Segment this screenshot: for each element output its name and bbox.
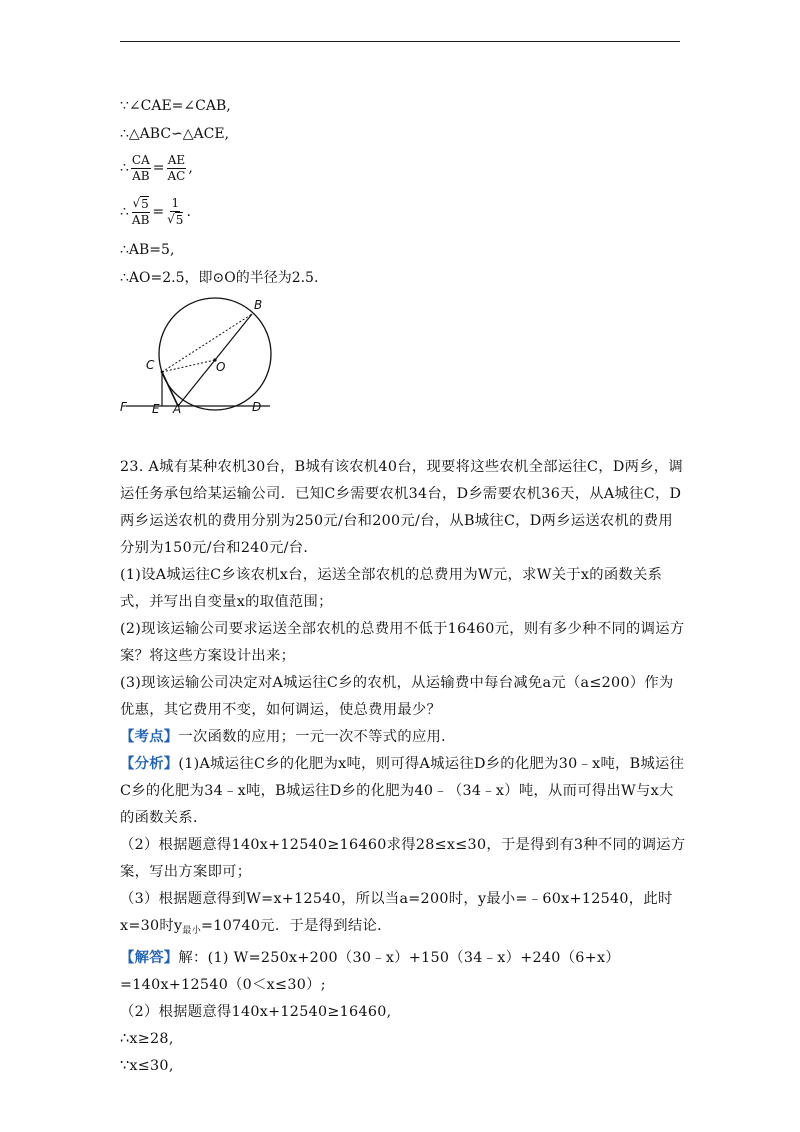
- kaodian-text: 一次函数的应用；一元一次不等式的应用．: [178, 729, 456, 745]
- proof-line-5: ∴AB=5,: [120, 242, 175, 258]
- label-d: D: [252, 400, 262, 414]
- problem-statement: 23. A城有某种农机30台，B城有该农机40台，现要将这些农机全部运往C，D两乡，调运任务承包给某运输公司．已知C乡需要农机34台，D乡需要农机36天，从A城往C，D两乡运送农机的费用分别为250元/台和200元/台，从B城往C，D两乡运送农机的费用分别为150元/台和240元/台．: [120, 459, 683, 556]
- fraction-denominator: AB: [131, 213, 150, 227]
- sqrt-symbol: √: [167, 212, 175, 226]
- label-c: C: [146, 358, 155, 372]
- punctuation: ,: [188, 160, 193, 176]
- proof-line-4: [120, 192, 686, 232]
- problem-part-2: (2)现该运输公司要求运送全部农机的总费用不低于16460元，则有多少种不同的调运方案？将这些方案设计出来；: [120, 621, 685, 664]
- fraction-sqrt5-ab: [131, 196, 150, 228]
- problem-part-3: (3)现该运输公司决定对A城运往C乡的农机，从运输费中每台减免a元（a≤200）作为优惠，其它费用不变，如何调运，使总费用最少？: [120, 675, 674, 718]
- subscript-min: 最小: [182, 926, 202, 936]
- sqrt-radicand: 5: [141, 197, 149, 211]
- jieda-line-3: ∴x≥28,: [120, 1031, 174, 1047]
- therefore-symbol: ∴: [120, 204, 129, 220]
- circle-diagram: [120, 296, 300, 418]
- fraction-1-sqrt5: [166, 196, 184, 228]
- label-f: F: [120, 400, 127, 414]
- sqrt-radicand: 5: [175, 213, 184, 227]
- proof-line-1: ∵∠CAE=∠CAB,: [120, 98, 231, 114]
- fenxi-section: [120, 751, 686, 832]
- page-content: [120, 96, 686, 1080]
- geometry-figure: [120, 296, 300, 418]
- sqrt-symbol: √: [132, 196, 141, 210]
- proof-line-2: ∴△ABC∽△ACE,: [120, 126, 230, 142]
- therefore-symbol: ∴: [120, 160, 129, 176]
- fraction-denominator: AB: [132, 168, 150, 183]
- label-o: O: [216, 360, 226, 374]
- punctuation: .: [186, 204, 191, 220]
- fraction-ca-ab: [131, 153, 151, 184]
- label-a: A: [173, 402, 182, 416]
- label-e: E: [152, 402, 160, 416]
- sqrt-expression: [133, 196, 149, 212]
- kaodian-tag: 【考点】: [120, 729, 179, 745]
- fenxi-text-1: (1)A城运往C乡的化肥为x吨，则可得A城运往D乡的化肥为30﹣x吨，B城运往C乡的化肥为34﹣x吨，B城运往D乡的化肥为40﹣（34﹣x）吨，从而可得出W与x大的函数关系．: [120, 756, 685, 826]
- fenxi-text-2: （2）根据题意得140x+12540≥16460求得28≤x≤30，于是得到有3种不同的调运方案，写出方案即可；: [120, 837, 686, 880]
- equals-sign: =: [152, 204, 165, 220]
- jieda-tag: 【解答】: [120, 950, 179, 966]
- problem-part-1: (1)设A城运往C乡该农机x台，运送全部农机的总费用为W元，求W关于x的函数关系式，并写出自变量x的取值范围；: [120, 567, 663, 610]
- kaodian-section: [120, 724, 686, 751]
- fenxi-text-3b: =10740元．于是得到结论．: [201, 918, 392, 934]
- label-b: B: [254, 298, 263, 312]
- circle-o: [159, 298, 271, 410]
- fraction-ae-ac: [167, 153, 187, 184]
- proof-line-3: [120, 148, 686, 188]
- fraction-numerator: 1: [171, 196, 180, 210]
- sqrt-expression: [167, 212, 183, 228]
- fraction-numerator: AE: [167, 152, 186, 167]
- equals-sign: =: [152, 160, 165, 176]
- jieda-line-2: （2）根据题意得140x+12540≥16460,: [120, 1004, 392, 1020]
- jieda-section: [120, 945, 686, 999]
- fenxi-text-3a: （3）根据题意得到W=x+12540，所以当a=200时，y最小=﹣60x+12540，此时x=30时y: [120, 891, 673, 934]
- proof-line-6: ∴AO=2.5，即⊙O的半径为2.5.: [120, 270, 319, 286]
- point-c: [161, 371, 164, 374]
- segment-ca: [162, 372, 178, 406]
- fraction-denominator: AC: [167, 168, 186, 183]
- fenxi-tag: 【分析】: [120, 756, 179, 772]
- header-rule: [120, 41, 680, 42]
- fraction-denominator: [166, 212, 184, 228]
- fraction-numerator: CA: [131, 152, 150, 167]
- jieda-text: 解：(1) W=250x+200（30﹣x）+150（34﹣x）+240（6+x）=140x+12540（0＜x≤30）;: [120, 950, 620, 993]
- fraction-numerator: [132, 196, 150, 213]
- segment-cb-dashed: [162, 314, 252, 372]
- fenxi-text-3: [120, 886, 686, 945]
- jieda-line-4: ∵x≤30,: [120, 1058, 174, 1074]
